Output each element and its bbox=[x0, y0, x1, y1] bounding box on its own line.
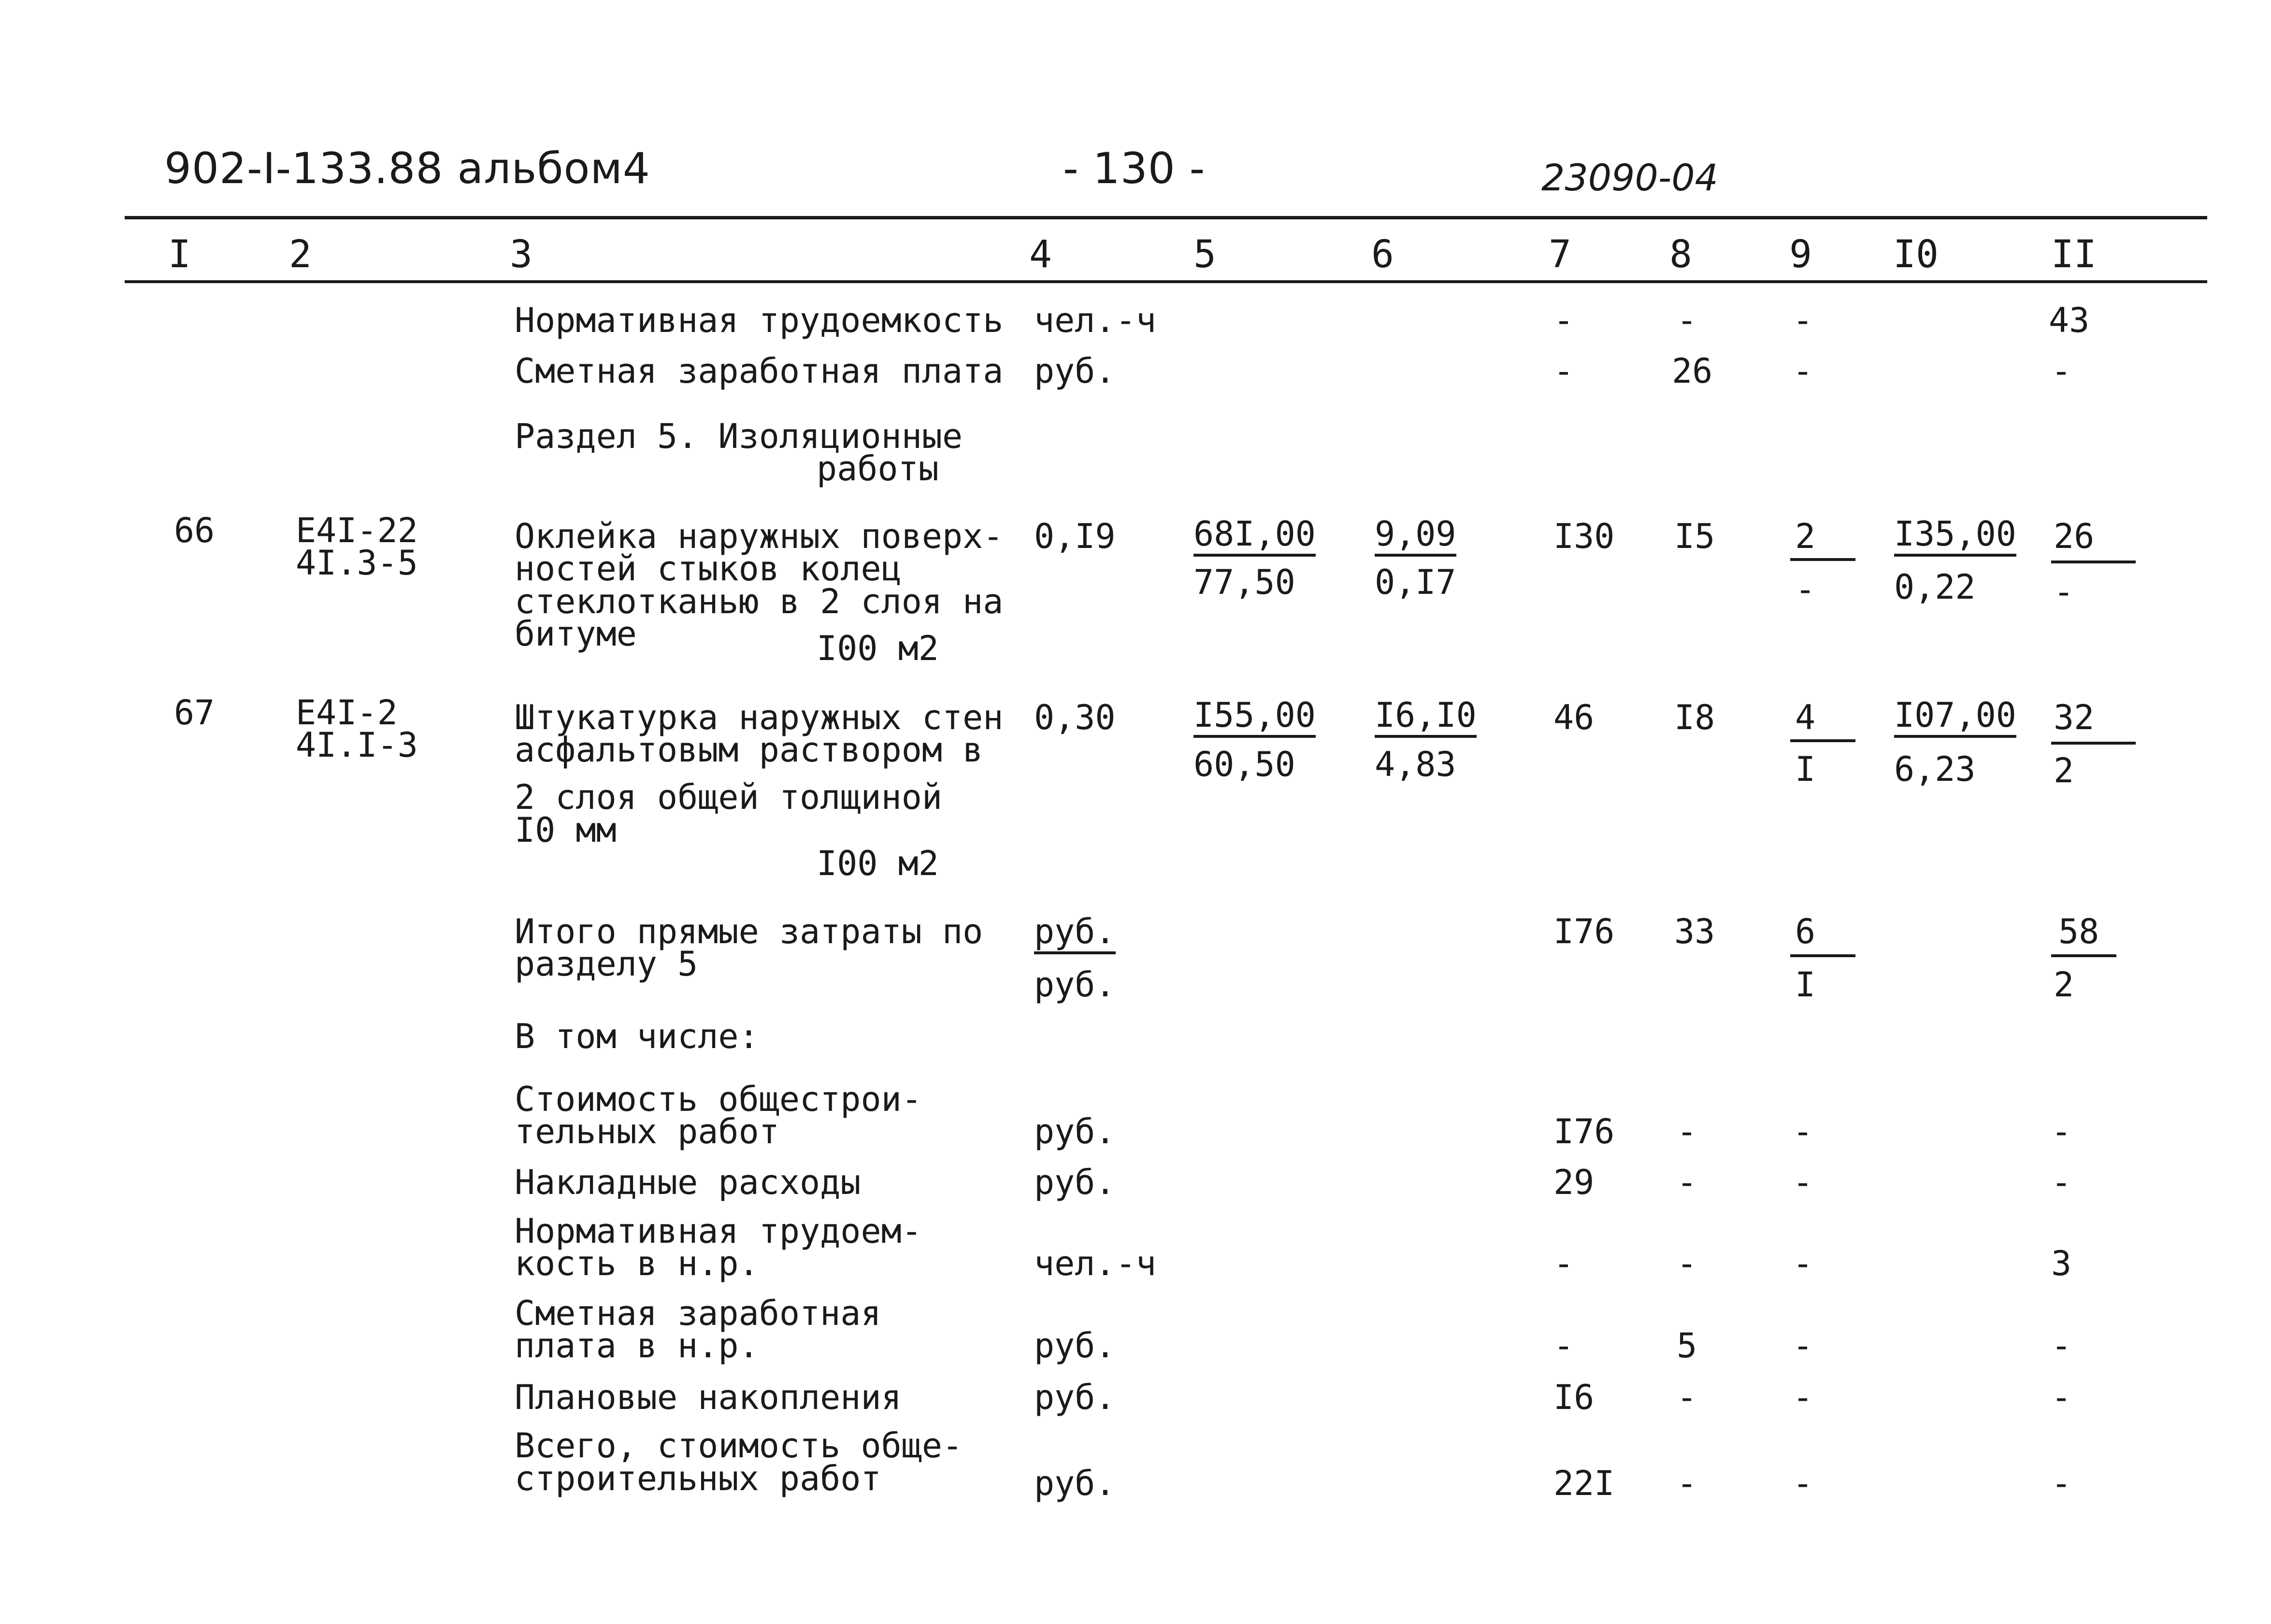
cell-col11: - bbox=[2051, 1378, 2072, 1417]
fraction-line bbox=[1790, 954, 1855, 957]
measure-unit: I00 м2 bbox=[817, 629, 939, 668]
fraction-line bbox=[2051, 560, 2136, 563]
cell-col8: I5 bbox=[1674, 517, 1715, 556]
cell-col8: - bbox=[1677, 1244, 1697, 1283]
cell-col9: - bbox=[1793, 301, 1813, 340]
row-label: Сметная заработная плата bbox=[515, 351, 1004, 391]
cell-col7: I30 bbox=[1553, 517, 1615, 556]
cell-col8: I8 bbox=[1674, 698, 1715, 737]
cell-col9-bot: I bbox=[1795, 749, 1816, 789]
price-machines: I6,I0 bbox=[1375, 698, 1477, 738]
cell-col8: 33 bbox=[1674, 912, 1715, 951]
breakdown-label: Плановые накопления bbox=[515, 1378, 902, 1417]
section-title-cont: работы bbox=[817, 449, 939, 489]
cell-col8: - bbox=[1677, 1112, 1697, 1151]
row-unit: руб. bbox=[1034, 1163, 1116, 1202]
cell-col9: - bbox=[1793, 1378, 1813, 1417]
cell-col9-top: 6 bbox=[1795, 912, 1816, 951]
cell-col10-bot: 6,23 bbox=[1894, 749, 1976, 789]
price-machines: 9,09 bbox=[1375, 517, 1456, 557]
breakdown-label-cont: строительных работ bbox=[515, 1459, 881, 1498]
total-unit: руб. bbox=[1034, 915, 1116, 954]
price-machines-wages: 4,83 bbox=[1375, 745, 1456, 784]
cell-col7: - bbox=[1553, 1326, 1574, 1365]
total-unit-2: руб. bbox=[1034, 965, 1116, 1005]
cell-col8: 5 bbox=[1677, 1326, 1697, 1365]
item-code-ref: 4I.3-5 bbox=[296, 543, 418, 583]
row-unit: руб. bbox=[1034, 1326, 1116, 1365]
cell-col11-top: 32 bbox=[2054, 698, 2095, 737]
breakdown-label: Всего, стоимость обще- bbox=[515, 1426, 963, 1466]
cell-col11: - bbox=[2051, 1112, 2072, 1151]
cell-col8: - bbox=[1677, 1163, 1697, 1202]
row-unit: чел.-ч bbox=[1034, 1244, 1156, 1283]
cell-col7: 29 bbox=[1553, 1163, 1595, 1202]
price-machines-wages: 0,I7 bbox=[1375, 562, 1456, 602]
cell-col11: 3 bbox=[2051, 1244, 2072, 1283]
cell-col9: - bbox=[1793, 1112, 1813, 1151]
cell-col10-top: I07,00 bbox=[1894, 698, 2016, 738]
cell-col8: - bbox=[1677, 301, 1697, 340]
fraction-line bbox=[2051, 954, 2116, 957]
cell-col11-bot: - bbox=[2054, 572, 2074, 612]
cell-col9-bot: I bbox=[1795, 965, 1816, 1005]
cell-col11-bot: 2 bbox=[2054, 751, 2074, 790]
breakdown-label-cont: плата в н.р. bbox=[515, 1326, 759, 1365]
row-unit: чел.-ч bbox=[1034, 301, 1156, 340]
item-number: 67 bbox=[174, 693, 215, 733]
column-header: 8 bbox=[1669, 233, 1692, 276]
including-label: В том числе: bbox=[515, 1017, 759, 1056]
item-number: 66 bbox=[174, 511, 215, 550]
column-header: 3 bbox=[510, 233, 532, 276]
item-code-ref: 4I.I-3 bbox=[296, 725, 418, 765]
breakdown-label-cont: тельных работ bbox=[515, 1112, 779, 1151]
item-desc-line: I0 мм bbox=[515, 810, 617, 850]
cell-col7: 22I bbox=[1553, 1464, 1615, 1503]
cell-col7: I76 bbox=[1553, 912, 1615, 951]
inventory-number: 23090-04 bbox=[1541, 156, 1718, 199]
cell-col11: 43 bbox=[2049, 301, 2090, 340]
cell-col7: - bbox=[1553, 1244, 1574, 1283]
cell-col8: 26 bbox=[1672, 351, 1713, 391]
item-code: E4I-2 bbox=[296, 693, 398, 733]
cell-col9: - bbox=[1793, 1326, 1813, 1365]
item-desc-line: стеклотканью в 2 слоя на bbox=[515, 582, 1004, 621]
cell-col9: - bbox=[1793, 351, 1813, 391]
row-label: Нормативная трудоемкость bbox=[515, 301, 1004, 340]
cell-col11-top: 26 bbox=[2054, 517, 2095, 556]
column-header: I bbox=[168, 233, 191, 276]
measure-unit: I00 м2 bbox=[817, 844, 939, 883]
cell-col7: - bbox=[1553, 301, 1574, 340]
fraction-line bbox=[1790, 558, 1855, 561]
price-total: I55,00 bbox=[1193, 698, 1316, 738]
cell-col11-top: 58 bbox=[2058, 912, 2099, 951]
cell-col11: - bbox=[2051, 1163, 2072, 1202]
column-header: 9 bbox=[1789, 233, 1812, 276]
breakdown-label: Нормативная трудоем- bbox=[515, 1211, 922, 1251]
cell-col9-top: 4 bbox=[1795, 698, 1816, 737]
cell-col9-top: 2 bbox=[1795, 517, 1816, 556]
section-title: Раздел 5. Изоляционные bbox=[515, 417, 963, 456]
column-header: 5 bbox=[1193, 233, 1216, 276]
item-code: E4I-22 bbox=[296, 511, 418, 550]
header-bottom-rule bbox=[125, 280, 2207, 283]
cell-col11-bot: 2 bbox=[2054, 965, 2074, 1005]
total-label-cont: разделу 5 bbox=[515, 944, 698, 984]
cell-col7: I76 bbox=[1553, 1112, 1615, 1151]
breakdown-label-cont: кость в н.р. bbox=[515, 1244, 759, 1283]
row-unit: руб. bbox=[1034, 1378, 1116, 1417]
row-unit: руб. bbox=[1034, 1112, 1116, 1151]
item-desc-line: Оклейка наружных поверх- bbox=[515, 517, 1004, 556]
cell-col11: - bbox=[2051, 1326, 2072, 1365]
quantity: 0,I9 bbox=[1034, 517, 1116, 556]
breakdown-label: Стоимость общестрои- bbox=[515, 1079, 922, 1119]
cell-col9: - bbox=[1793, 1244, 1813, 1283]
quantity: 0,30 bbox=[1034, 698, 1116, 737]
cell-col7: I6 bbox=[1553, 1378, 1595, 1417]
price-wages: 60,50 bbox=[1193, 745, 1295, 784]
cell-col9-bot: - bbox=[1795, 570, 1816, 609]
cell-col10-top: I35,00 bbox=[1894, 517, 2016, 557]
cell-col11: - bbox=[2051, 1464, 2072, 1503]
cell-col8: - bbox=[1677, 1378, 1697, 1417]
item-desc-line: Штукатурка наружных стен bbox=[515, 698, 1004, 737]
document-code: 902-I-133.88 альбом4 bbox=[164, 144, 650, 193]
fraction-line bbox=[1790, 739, 1855, 742]
cell-col9: - bbox=[1793, 1163, 1813, 1202]
item-desc-line: ностей стыков колец bbox=[515, 549, 902, 589]
cell-col8: - bbox=[1677, 1464, 1697, 1503]
page-number: - 130 - bbox=[1063, 144, 1206, 193]
breakdown-label: Сметная заработная bbox=[515, 1293, 881, 1333]
column-header: II bbox=[2051, 233, 2097, 276]
column-header: 4 bbox=[1029, 233, 1052, 276]
row-unit: руб. bbox=[1034, 351, 1116, 391]
column-header: 2 bbox=[289, 233, 312, 276]
cell-col9: - bbox=[1793, 1464, 1813, 1503]
table-top-rule bbox=[125, 216, 2207, 219]
price-wages: 77,50 bbox=[1193, 562, 1295, 602]
total-label: Итого прямые затраты по bbox=[515, 912, 983, 951]
cell-col7: - bbox=[1553, 351, 1574, 391]
column-header: I0 bbox=[1893, 233, 1939, 276]
cell-col7: 46 bbox=[1553, 698, 1595, 737]
price-total: 68I,00 bbox=[1193, 517, 1316, 557]
cell-col11: - bbox=[2051, 351, 2072, 391]
item-desc-line: битуме bbox=[515, 614, 637, 654]
fraction-line bbox=[2051, 742, 2136, 745]
column-header: 6 bbox=[1371, 233, 1394, 276]
column-header: 7 bbox=[1549, 233, 1571, 276]
row-unit: руб. bbox=[1034, 1464, 1116, 1503]
breakdown-label: Накладные расходы bbox=[515, 1163, 861, 1202]
item-desc-line: асфальтовым раствором в bbox=[515, 730, 983, 770]
item-desc-line: 2 слоя общей толщиной bbox=[515, 777, 943, 817]
cell-col10-bot: 0,22 bbox=[1894, 567, 1976, 607]
